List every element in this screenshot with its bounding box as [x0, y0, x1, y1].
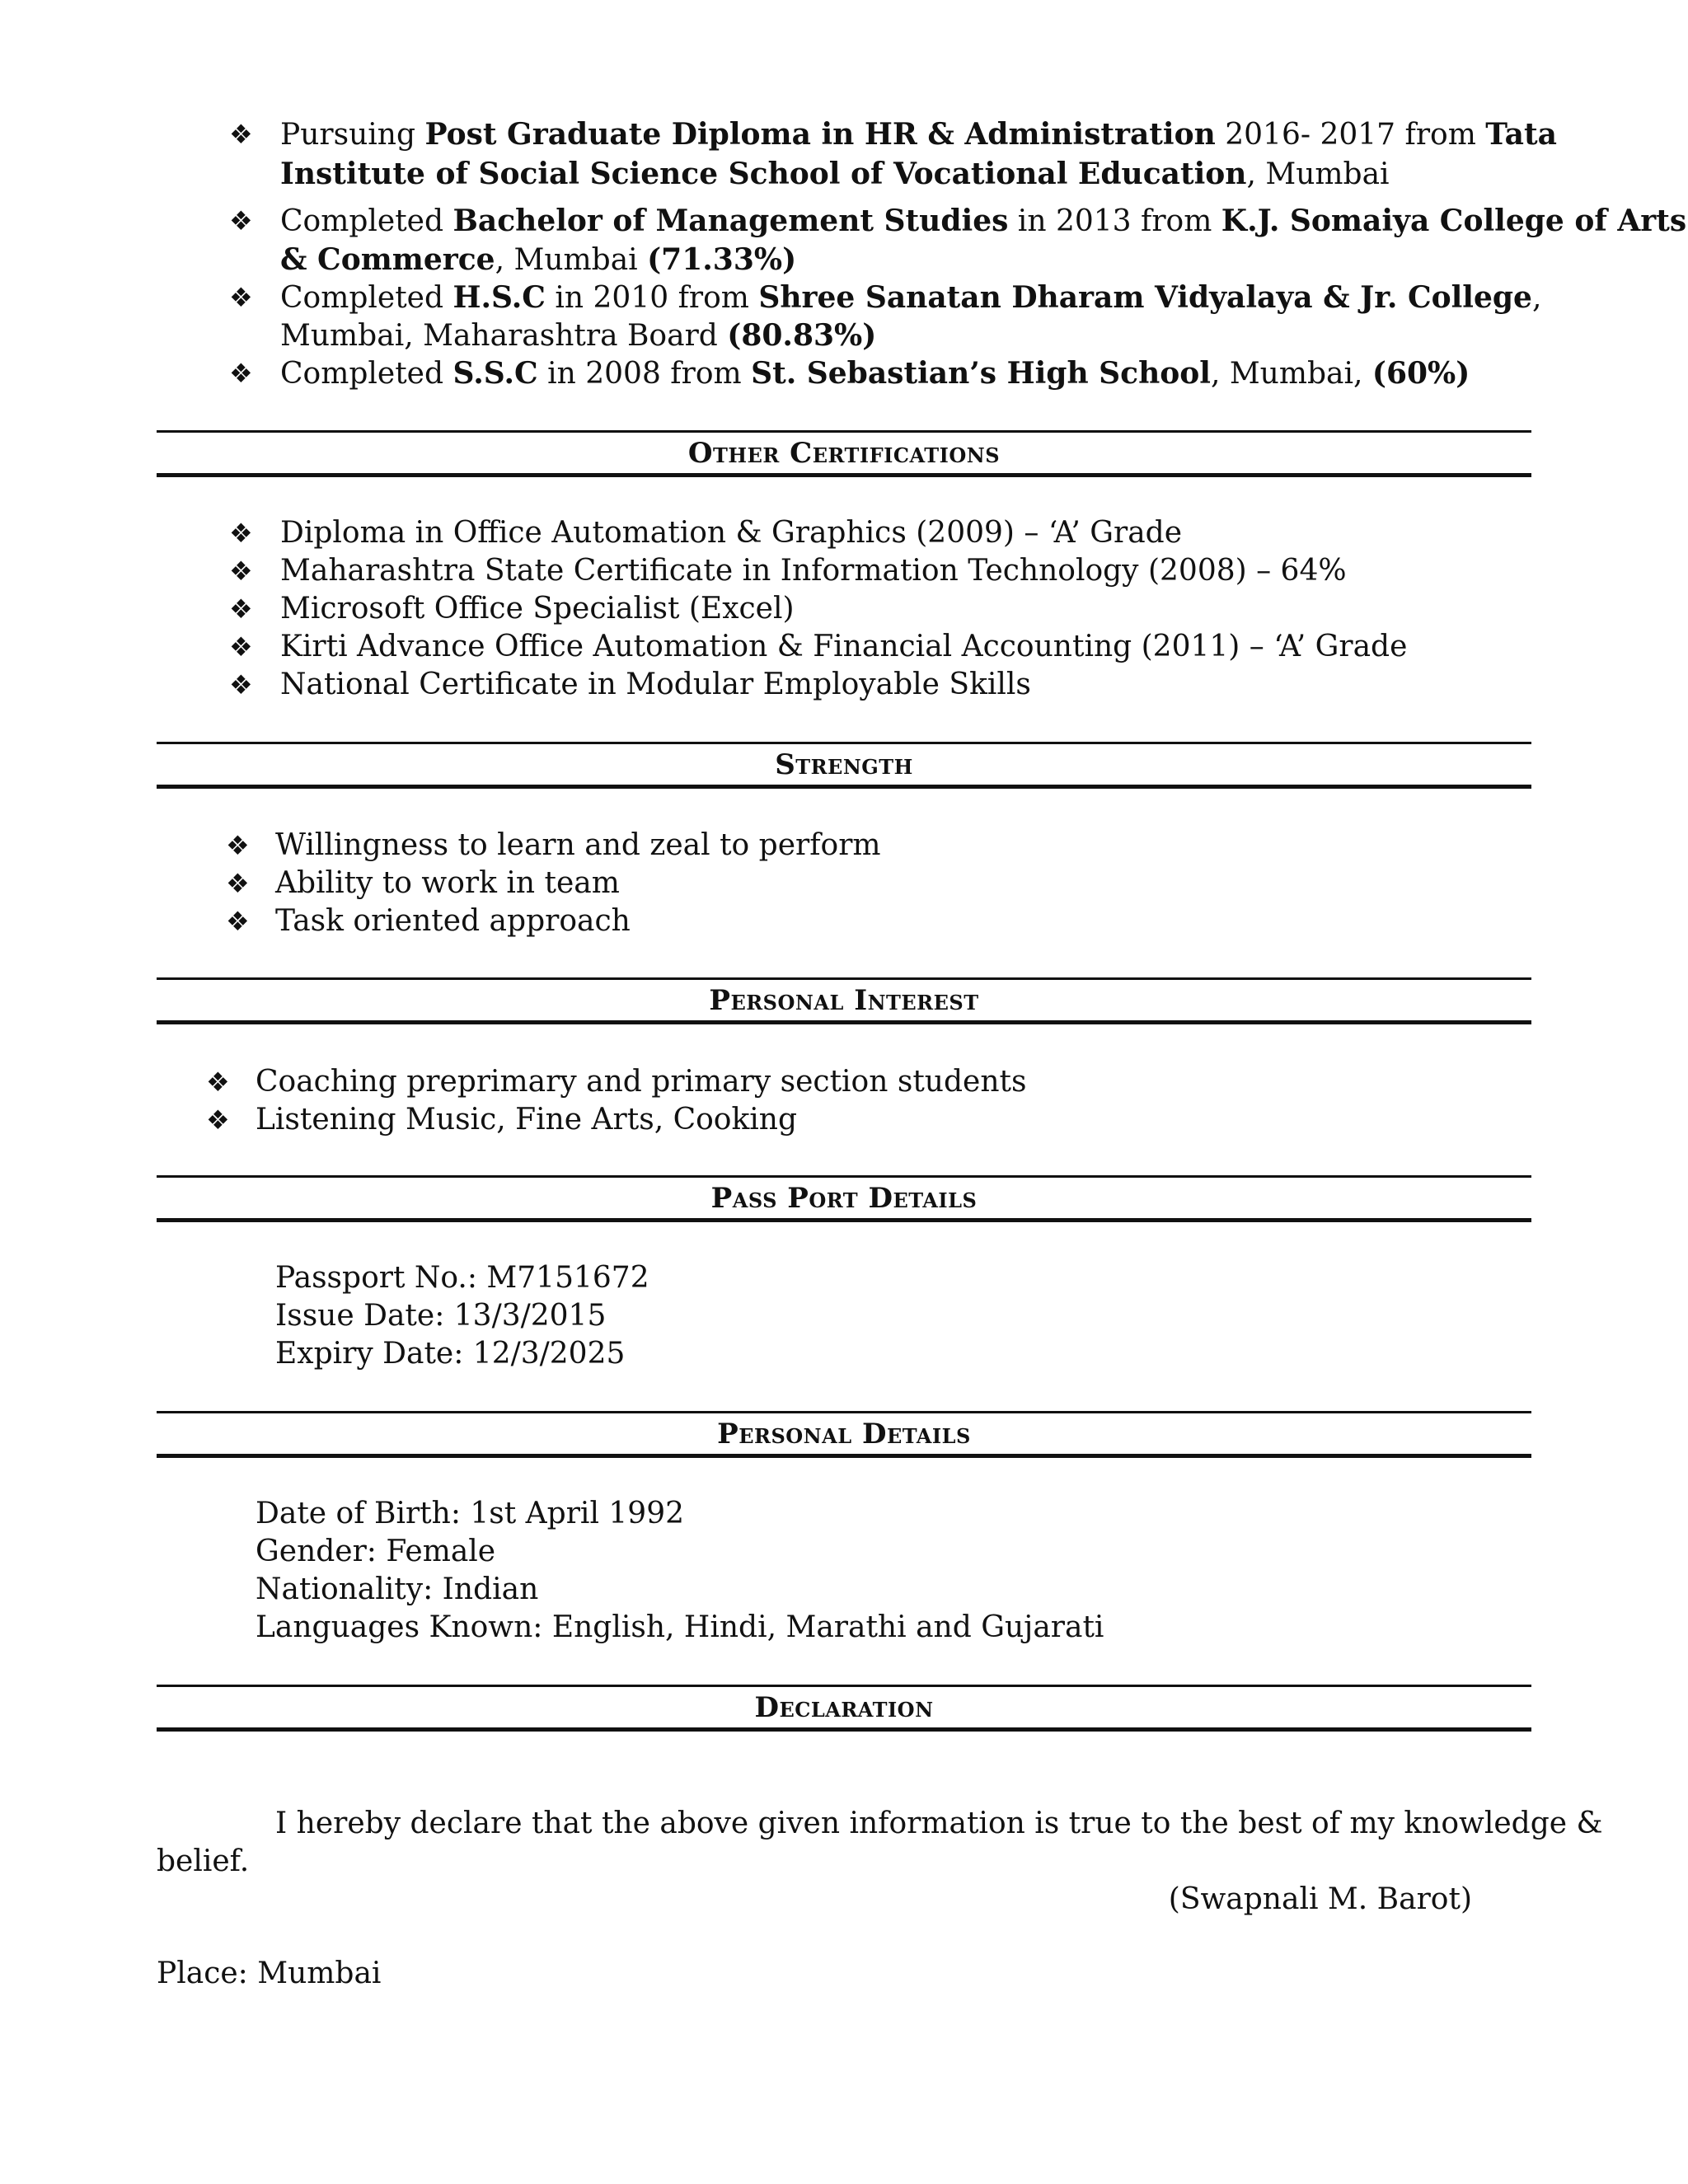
text-segment: , [1531, 281, 1542, 315]
bullet-icon: ❖ [229, 119, 253, 150]
gender: Gender: Female [256, 1535, 496, 1568]
bullet-icon: ❖ [229, 555, 253, 587]
bullet-icon: ❖ [229, 518, 253, 549]
passport-number: Passport No.: M7151672 [275, 1261, 649, 1295]
strength-item: Willingness to learn and zeal to perform [275, 828, 881, 862]
bullet-icon: ❖ [226, 830, 250, 861]
bullet-icon: ❖ [229, 669, 253, 701]
bullet-icon: ❖ [226, 906, 250, 937]
section-rule-top [157, 1175, 1531, 1178]
bullet-icon: ❖ [226, 868, 250, 899]
interest-item: Coaching preprimary and primary section students [256, 1065, 1027, 1099]
passport-expiry-date: Expiry Date: 12/3/2025 [275, 1337, 626, 1371]
certification-item: National Certificate in Modular Employable Skills [280, 668, 1031, 701]
declaration-text: I hereby declare that the above given information is true to the best of my knowledge & [275, 1807, 1603, 1840]
education-item-3-line-2 [280, 316, 876, 355]
languages-known: Languages Known: English, Hindi, Marathi and Gujarati [256, 1610, 1104, 1644]
strength-item: Ability to work in team [275, 866, 620, 900]
bold-text-segment: Shree Sanatan Dharam Vidyalaya & Jr. College [758, 280, 1532, 315]
bold-text-segment: K.J. Somaiya College of Arts [1221, 204, 1687, 238]
section-rule-top [157, 1411, 1531, 1413]
bold-text-segment: Tata [1485, 117, 1557, 152]
nationality: Nationality: Indian [256, 1572, 539, 1606]
section-rule-top [157, 430, 1531, 433]
section-title-declaration: Declaration [754, 1691, 934, 1724]
text-segment: Completed [280, 204, 453, 238]
section-rule-bottom [157, 1218, 1531, 1222]
education-item-2-line-2 [280, 241, 796, 279]
education-item-1-line-1 [280, 115, 1557, 154]
education-item-3-line-1 [280, 279, 1541, 317]
bold-text-segment: Post Graduate Diploma in HR & Administration [424, 117, 1216, 152]
bold-text-segment: Institute of Social Science School of Vocational Education [280, 157, 1247, 191]
section-rule-bottom [157, 785, 1531, 789]
bold-text-segment: S.S.C [452, 356, 538, 391]
text-segment: in 2010 from [545, 281, 759, 315]
certification-item: Microsoft Office Specialist (Excel) [280, 592, 795, 626]
interest-item: Listening Music, Fine Arts, Cooking [256, 1103, 798, 1137]
section-title-interest: Personal Interest [709, 984, 979, 1017]
section-rule-bottom [157, 1727, 1531, 1732]
signature-name: (Swapnali M. Barot) [1168, 1882, 1472, 1916]
bold-text-segment: (71.33%) [647, 242, 797, 277]
text-segment: 2016- 2017 from [1215, 118, 1486, 152]
bold-text-segment: Bachelor of Management Studies [452, 204, 1009, 238]
text-segment: in 2008 from [537, 357, 752, 391]
text-segment: Completed [280, 281, 453, 315]
section-title-strength: Strength [775, 748, 913, 781]
bold-text-segment: H.S.C [452, 280, 546, 315]
education-item-4-line-1 [280, 354, 1470, 393]
section-rule-bottom [157, 1454, 1531, 1458]
bullet-icon: ❖ [206, 1104, 230, 1136]
bullet-icon: ❖ [229, 631, 253, 663]
bold-text-segment: (60%) [1372, 356, 1470, 391]
text-segment: , Mumbai [1246, 157, 1390, 191]
certification-item: Kirti Advance Office Automation & Financial Accounting (2011) – ‘A’ Grade [280, 630, 1408, 663]
text-segment: , Mumbai [495, 243, 648, 277]
section-title-personal: Personal Details [717, 1418, 971, 1451]
bullet-icon: ❖ [229, 282, 253, 313]
section-rule-bottom [157, 1020, 1531, 1024]
section-title-certifications: Other Certifications [687, 437, 1001, 470]
bullet-icon: ❖ [229, 358, 253, 389]
text-segment: Pursuing [280, 118, 425, 152]
text-segment: in 2013 from [1008, 204, 1221, 238]
certification-item: Diploma in Office Automation & Graphics (2009) – ‘A’ Grade [280, 516, 1183, 550]
certification-item: Maharashtra State Certificate in Information Technology (2008) – 64% [280, 554, 1347, 588]
text-segment: , Mumbai, [1210, 357, 1372, 391]
section-rule-top [157, 1685, 1531, 1687]
bold-text-segment: & Commerce [280, 242, 495, 277]
education-item-2-line-1 [280, 202, 1686, 241]
section-rule-top [157, 742, 1531, 744]
bold-text-segment: (80.83%) [727, 318, 877, 353]
section-rule-bottom [157, 473, 1531, 477]
date-of-birth: Date of Birth: 1st April 1992 [256, 1497, 685, 1530]
bullet-icon: ❖ [229, 593, 253, 625]
text-segment: Completed [280, 357, 453, 391]
place: Place: Mumbai [157, 1957, 382, 1990]
section-title-passport: Pass Port Details [710, 1182, 978, 1215]
text-segment: Mumbai, Maharashtra Board [280, 319, 728, 353]
section-rule-top [157, 977, 1531, 980]
education-item-1-line-2 [280, 155, 1390, 194]
passport-issue-date: Issue Date: 13/3/2015 [275, 1299, 607, 1333]
bold-text-segment: St. Sebastian’s High School [751, 356, 1211, 391]
strength-item: Task oriented approach [275, 904, 631, 938]
declaration-text-continued: belief. [157, 1844, 250, 1878]
bullet-icon: ❖ [229, 205, 253, 237]
bullet-icon: ❖ [206, 1066, 230, 1098]
